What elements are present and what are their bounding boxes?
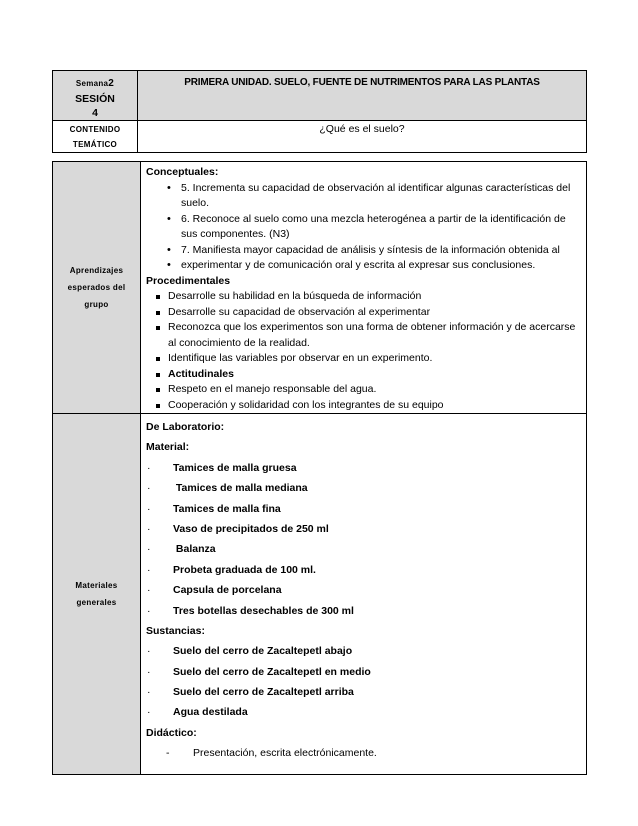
list-item [146, 478, 580, 498]
aprendizajes-label-1: Aprendizajes [69, 266, 124, 275]
aprendizajes-label-cell [53, 162, 141, 414]
materiales-content [141, 414, 587, 775]
list-item: • 7. Manifiesta mayor capacidad de análisis y síntesis de la información obtenida al [146, 243, 580, 259]
material-item: Capsula de porcelana [173, 584, 282, 597]
aprendizajes-label-3: grupo [84, 300, 109, 309]
contenido-cell [53, 121, 138, 153]
list-item [146, 682, 580, 702]
bullet: · [147, 461, 151, 474]
unit-title-cell [138, 71, 587, 121]
list-item [146, 641, 580, 661]
list-item [146, 743, 580, 763]
list-item [146, 539, 580, 559]
material-item: Tamices de malla gruesa [173, 461, 297, 474]
bullet: · [147, 502, 151, 515]
list-item: Identifique las variables por observar en un experimento. [146, 351, 580, 367]
bullet: · [147, 706, 151, 719]
aprendizajes-label-2: esperados del [67, 283, 126, 292]
list-item [146, 560, 580, 580]
contenido-line2: TEMÁTICO [72, 140, 118, 149]
sesion-number: 4 [92, 107, 98, 119]
materiales-label-cell [53, 414, 141, 775]
contenido-line1: CONTENIDO [69, 125, 121, 134]
list-item [146, 499, 580, 519]
list-item: Desarrolle su habilidad en la búsqueda de información [146, 289, 580, 305]
list-item [146, 662, 580, 682]
session-cell [53, 71, 138, 121]
list-item: Actitudinales [146, 367, 580, 383]
list-item [146, 580, 580, 600]
didactico-item: Presentación, escrita electrónicamente. [193, 747, 377, 760]
material-item: Balanza [173, 543, 216, 556]
semana-label: Semana [75, 79, 109, 88]
sesion-label: SESIÓN [75, 93, 115, 105]
bullet: · [147, 645, 151, 658]
bullet: · [147, 604, 151, 617]
list-item [146, 458, 580, 478]
list-item [146, 601, 580, 621]
aprendizajes-content [141, 162, 587, 414]
conceptuales-title: Conceptuales: [146, 166, 219, 178]
procedimentales-title: Procedimentales [146, 274, 231, 287]
unit-title: PRIMERA UNIDAD. SUELO, FUENTE DE NUTRIMENTOS PARA LAS PLANTAS [184, 77, 540, 88]
material-item: Tamices de malla fina [173, 502, 281, 515]
materiales-label-1: Materiales [75, 581, 118, 590]
material-item: Vaso de precipitados de 250 ml [173, 522, 329, 535]
lab-title: De Laboratorio: [146, 421, 225, 433]
bullet: · [147, 563, 151, 576]
procedimentales-list [146, 289, 580, 413]
material-item: Probeta graduada de 100 ml. [173, 563, 316, 576]
materiales-label-2: generales [76, 598, 117, 607]
semana-number: 2 [108, 78, 115, 89]
list-item: • 5. Incrementa su capacidad de observación al identificar algunas características del suelo. [146, 181, 580, 212]
sustancia-item: Agua destilada [173, 706, 248, 719]
bullet: · [147, 584, 151, 597]
list-item: Respeto en el manejo responsable del agua. [146, 382, 580, 398]
dash: - [166, 747, 170, 760]
sustancias-title: Sustancias: [146, 624, 205, 637]
material-title: Material: [146, 441, 190, 454]
bullet: · [147, 522, 151, 535]
topic-question: ¿Qué es el suelo? [319, 123, 405, 135]
material-item: Tamices de malla mediana [173, 482, 308, 495]
bullet: · [147, 686, 151, 699]
didactico-title: Didáctico: [146, 726, 197, 739]
list-item: Reconozca que los experimentos son una forma de obtener información y de acercarse al conocimiento de la realidad. [146, 320, 580, 351]
question-cell [138, 121, 587, 153]
main-table [52, 161, 587, 775]
material-item: Tres botellas desechables de 300 ml [173, 604, 354, 617]
list-item [146, 702, 580, 722]
sustancia-item: Suelo del cerro de Zacaltepetl arriba [173, 686, 354, 699]
list-item: Cooperación y solidaridad con los integrantes de su equipo [146, 398, 580, 414]
header-table [52, 70, 587, 153]
list-item: Desarrolle su capacidad de observación al experimentar [146, 305, 580, 321]
conceptuales-list [146, 181, 580, 274]
sustancia-item: Suelo del cerro de Zacaltepetl abajo [173, 645, 353, 658]
bullet: · [147, 543, 151, 556]
sustancia-item: Suelo del cerro de Zacaltepetl en medio [173, 665, 371, 678]
list-item: • 6. Reconoce al suelo como una mezcla heterogénea a partir de la identificación de sus componentes. (N3) [146, 212, 580, 243]
list-item: • experimentar y de comunicación oral y escrita al expresar sus conclusiones. [146, 258, 580, 274]
bullet: · [147, 482, 151, 495]
list-item [146, 519, 580, 539]
bullet: · [147, 665, 151, 678]
